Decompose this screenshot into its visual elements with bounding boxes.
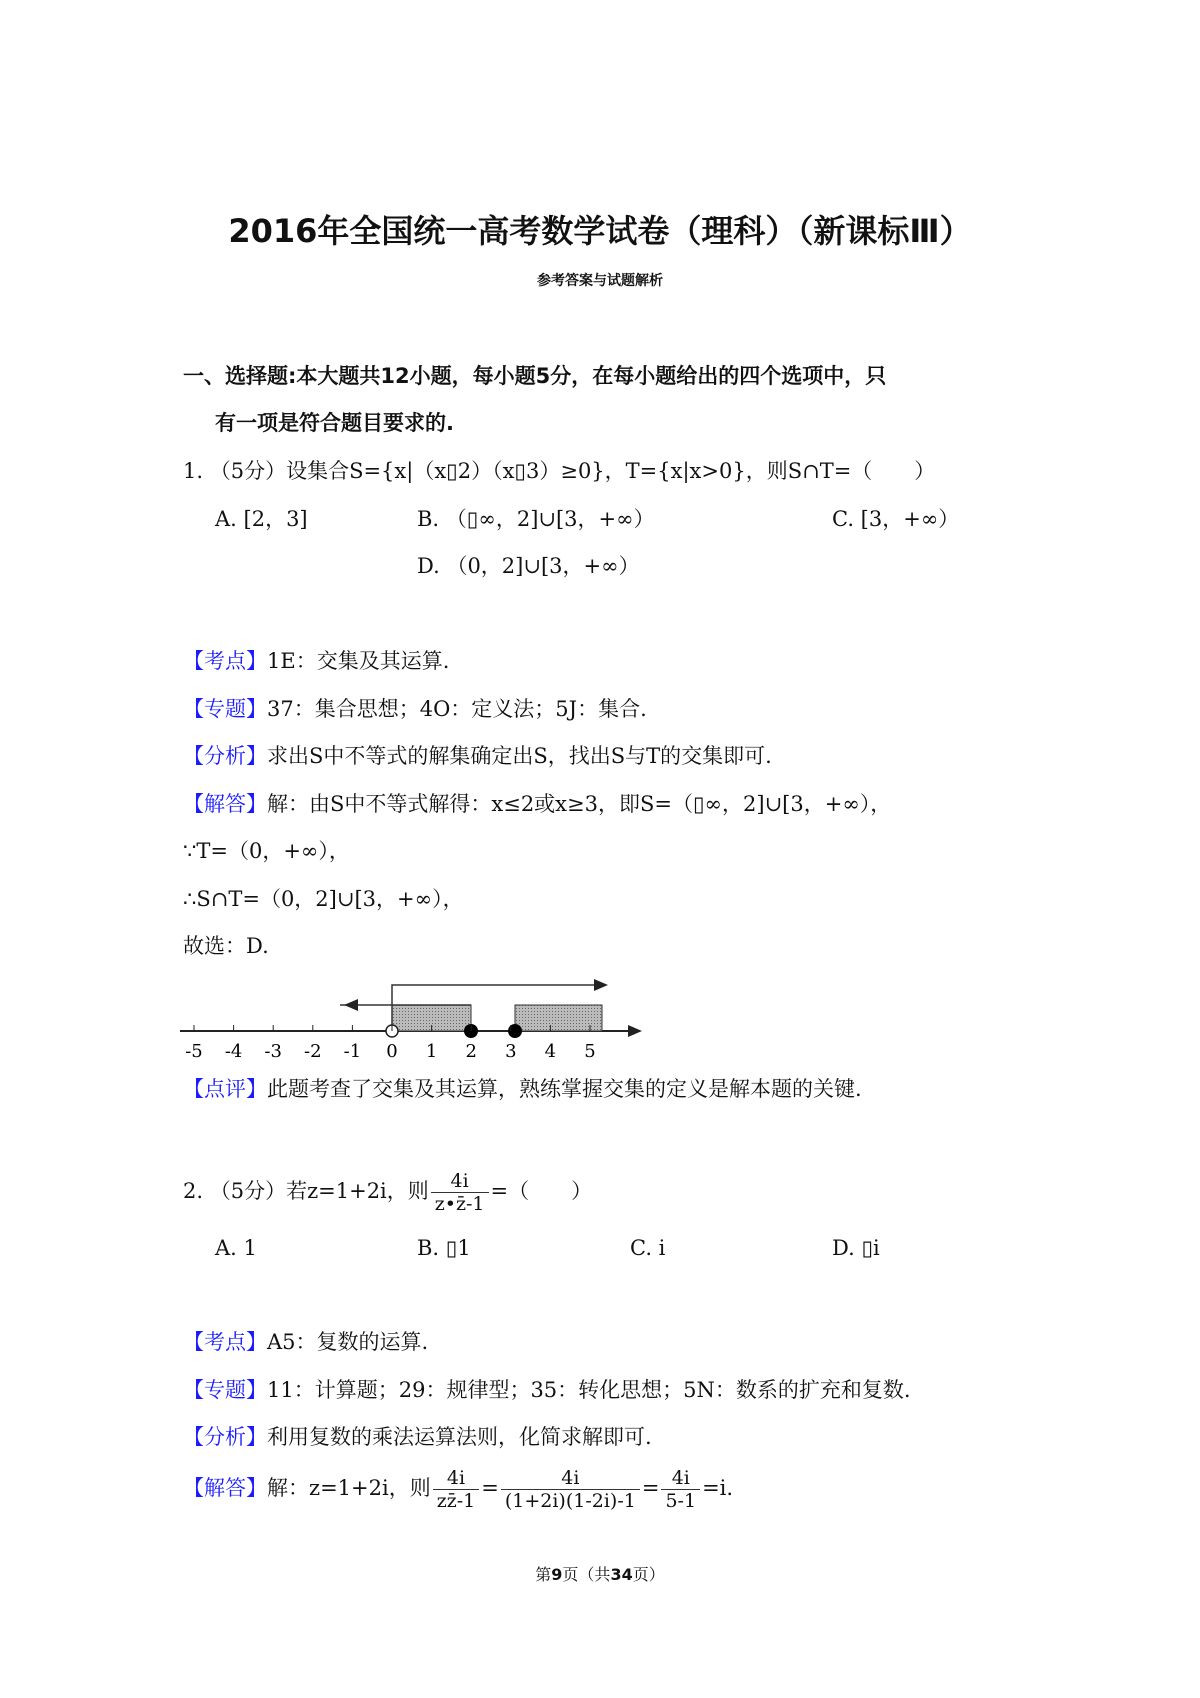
axis-arrow-icon [628, 1025, 642, 1037]
q1-option-b: B. （▯∞，2]∪[3，+∞） [417, 507, 655, 531]
number-line-diagram [180, 975, 650, 1065]
equals-sign: = [481, 1476, 499, 1500]
t-arrow-head-icon [594, 979, 608, 991]
q2-stem-post: =（ ） [490, 1179, 593, 1203]
fraction-numerator: 4i [431, 1170, 489, 1193]
page-title: 2016年全国统一高考数学试卷（理科）（新课标Ⅲ） [228, 212, 972, 250]
tag-label: 【专题】 [183, 697, 267, 721]
fraction-1 [433, 1467, 480, 1512]
q1-fenxi [183, 742, 772, 770]
fraction-3 [661, 1467, 700, 1512]
fraction-2 [501, 1467, 640, 1512]
tag-label: 【解答】 [183, 1476, 267, 1500]
fenxi-text: 利用复数的乘法运算法则，化简求解即可. [267, 1425, 652, 1449]
q2-kaodian [183, 1328, 428, 1356]
axis-tick-label: -1 [343, 1041, 362, 1062]
tag-label: 【点评】 [183, 1077, 267, 1101]
zhuanti-text: 37：集合思想；4O：定义法；5J：集合. [267, 697, 647, 721]
fenxi-text: 求出S中不等式的解集确定出S，找出S与T的交集即可. [267, 744, 772, 768]
fraction-denominator: 5-1 [665, 1490, 697, 1512]
axis-tick-label: -3 [264, 1041, 282, 1062]
fraction-denominator: zz̄-1 [436, 1490, 476, 1512]
jieda-text: 解：z=1+2i，则 [267, 1476, 431, 1500]
zhuanti-text: 11：计算题；29：规律型；35：转化思想；5N：数系的扩充和复数. [267, 1378, 911, 1402]
q1-because: ∵T=（0，+∞）， [183, 839, 350, 863]
fraction-denominator: (1+2i)(1-2i)-1 [504, 1490, 636, 1512]
q1-option-c: C. [3，+∞） [832, 507, 960, 531]
footer-page-number: 9 [551, 1565, 563, 1584]
result-text: =i. [702, 1476, 734, 1500]
section-heading: 一、选择题:本大题共12小题，每小题5分，在每小题给出的四个选项中，只 [183, 364, 887, 388]
footer-pre: 第 [535, 1565, 552, 1584]
q2-jieda [183, 1466, 733, 1512]
footer-mid: 页（共 [562, 1565, 611, 1584]
q2-option-c: C. i [630, 1236, 666, 1260]
section-heading-cont: 有一项是符合题目要求的. [215, 411, 454, 435]
q2-option-a: A. 1 [215, 1236, 257, 1260]
jieda-text: 解：由S中不等式解得：x≤2或x≥3，即S=（▯∞，2]∪[3，+∞）， [267, 792, 892, 816]
tag-label: 【分析】 [183, 1425, 267, 1449]
fraction-numerator: 4i [433, 1467, 480, 1490]
interval-3-5 [515, 1005, 602, 1031]
q1-option-d: D. （0，2]∪[3，+∞） [417, 554, 640, 578]
axis-tick-label: 1 [425, 1041, 438, 1062]
q2-fraction [431, 1170, 489, 1215]
axis-tick-label: -5 [185, 1041, 203, 1062]
axis-tick-label: -2 [304, 1041, 322, 1062]
axis-tick-label: -4 [224, 1041, 243, 1062]
tag-label: 【专题】 [183, 1378, 267, 1402]
fraction-denominator: z•z̄-1 [434, 1193, 485, 1215]
q1-choose: 故选：D. [183, 934, 269, 958]
s-left-arrow-head-icon [344, 999, 358, 1011]
q2-stem-pre: 2. （5分）若z=1+2i，则 [183, 1179, 429, 1203]
q2-zhuanti [183, 1376, 911, 1404]
q1-dianping [183, 1075, 862, 1103]
q2-stem [183, 1170, 592, 1215]
axis-tick-label: 0 [386, 1041, 398, 1062]
q2-option-d: D. ▯i [832, 1236, 880, 1260]
axis-tick-label: 3 [505, 1041, 517, 1062]
kaodian-text: 1E：交集及其运算. [267, 649, 450, 673]
tag-label: 【分析】 [183, 744, 267, 768]
axis-tick-label: 5 [584, 1041, 596, 1062]
q1-zhuanti [183, 695, 647, 723]
tag-label: 【考点】 [183, 649, 267, 673]
closed-point-3 [508, 1024, 522, 1038]
tag-label: 【解答】 [183, 792, 267, 816]
q2-option-b: B. ▯1 [417, 1236, 471, 1260]
tag-label: 【考点】 [183, 1330, 267, 1354]
kaodian-text: A5：复数的运算. [267, 1330, 429, 1354]
q1-kaodian [183, 647, 449, 675]
q2-fenxi [183, 1423, 652, 1451]
page-subtitle: 参考答案与试题解析 [537, 273, 663, 289]
q1-therefore: ∴S∩T=（0，2]∪[3，+∞）， [183, 887, 464, 911]
fraction-numerator: 4i [501, 1467, 640, 1490]
axis-tick-label: 4 [544, 1041, 557, 1062]
fraction-numerator: 4i [661, 1467, 700, 1490]
equals-sign: = [641, 1476, 660, 1500]
q1-jieda [183, 790, 891, 818]
q1-option-a: A. [2，3] [215, 507, 308, 531]
q1-stem: 1. （5分）设集合S={x|（x▯2）（x▯3）≥0}，T={x|x>0}，则S∩T=（ ） [183, 459, 936, 483]
footer-total-pages: 34 [610, 1565, 633, 1584]
axis-tick-label: 2 [465, 1041, 477, 1062]
footer-post: 页） [632, 1565, 665, 1584]
page-footer [0, 1562, 1200, 1585]
dianping-text: 此题考查了交集及其运算，熟练掌握交集的定义是解本题的关键. [267, 1077, 862, 1101]
